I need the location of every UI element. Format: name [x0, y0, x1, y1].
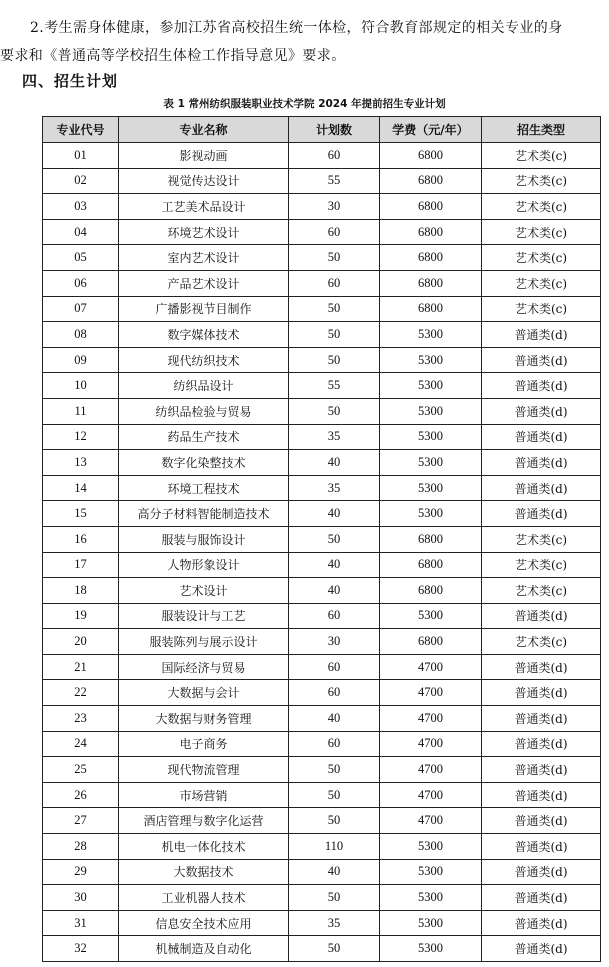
cell-major-code: 15 — [43, 501, 119, 527]
table-body — [43, 143, 601, 962]
cell-major-name: 纺织品设计 — [119, 373, 289, 399]
cell-tuition: 5300 — [380, 885, 482, 911]
cell-plan-count: 35 — [289, 910, 380, 936]
cell-tuition: 5300 — [380, 398, 482, 424]
cell-tuition: 6800 — [380, 143, 482, 169]
cell-enrollment-type: 普通类(d) — [482, 603, 601, 629]
cell-major-name: 广播影视节目制作 — [119, 296, 289, 322]
cell-major-name: 产品艺术设计 — [119, 270, 289, 296]
cell-tuition: 5300 — [380, 859, 482, 885]
cell-major-code: 09 — [43, 347, 119, 373]
cell-plan-count: 60 — [289, 731, 380, 757]
cell-major-code: 06 — [43, 270, 119, 296]
cell-tuition: 6800 — [380, 552, 482, 578]
cell-major-name: 国际经济与贸易 — [119, 654, 289, 680]
enrollment-plan-table — [42, 116, 601, 962]
cell-major-code: 18 — [43, 578, 119, 604]
cell-plan-count: 50 — [289, 245, 380, 271]
table-row — [43, 270, 601, 296]
cell-major-code: 28 — [43, 834, 119, 860]
cell-tuition: 4700 — [380, 680, 482, 706]
table-row — [43, 398, 601, 424]
section-heading: 四、招生计划 — [22, 72, 119, 90]
cell-plan-count: 50 — [289, 296, 380, 322]
cell-major-name: 视觉传达设计 — [119, 168, 289, 194]
cell-major-name: 现代物流管理 — [119, 757, 289, 783]
cell-major-name: 数字媒体技术 — [119, 322, 289, 348]
cell-enrollment-type: 艺术类(c) — [482, 143, 601, 169]
table-row — [43, 859, 601, 885]
cell-major-name: 信息安全技术应用 — [119, 910, 289, 936]
paragraph-line-2: 要求和《普通高等学校招生体检工作指导意见》要求。 — [0, 48, 346, 64]
cell-tuition: 5300 — [380, 373, 482, 399]
cell-major-code: 19 — [43, 603, 119, 629]
table-row — [43, 782, 601, 808]
cell-major-code: 30 — [43, 885, 119, 911]
cell-tuition: 4700 — [380, 782, 482, 808]
cell-major-code: 01 — [43, 143, 119, 169]
table-row — [43, 936, 601, 962]
cell-plan-count: 55 — [289, 168, 380, 194]
table-row — [43, 629, 601, 655]
table-row — [43, 424, 601, 450]
cell-major-code: 24 — [43, 731, 119, 757]
cell-enrollment-type: 普通类(d) — [482, 373, 601, 399]
cell-major-name: 电子商务 — [119, 731, 289, 757]
cell-plan-count: 60 — [289, 654, 380, 680]
cell-major-code: 03 — [43, 194, 119, 220]
cell-plan-count: 40 — [289, 450, 380, 476]
cell-enrollment-type: 普通类(d) — [482, 782, 601, 808]
cell-major-code: 31 — [43, 910, 119, 936]
cell-major-name: 数字化染整技术 — [119, 450, 289, 476]
header-major-code: 专业代号 — [43, 117, 119, 143]
table-row — [43, 143, 601, 169]
cell-major-code: 14 — [43, 475, 119, 501]
table-caption: 表 1 常州纺织服装职业技术学院 2024 年提前招生专业计划 — [163, 98, 446, 110]
cell-plan-count: 60 — [289, 270, 380, 296]
table-row — [43, 347, 601, 373]
table-row — [43, 501, 601, 527]
cell-major-code: 08 — [43, 322, 119, 348]
cell-major-name: 工业机器人技术 — [119, 885, 289, 911]
header-enrollment-type: 招生类型 — [482, 117, 601, 143]
cell-enrollment-type: 普通类(d) — [482, 885, 601, 911]
requirements-paragraph — [0, 14, 600, 70]
table-row — [43, 885, 601, 911]
cell-enrollment-type: 艺术类(c) — [482, 526, 601, 552]
cell-tuition: 6800 — [380, 578, 482, 604]
table-row — [43, 526, 601, 552]
table-row — [43, 296, 601, 322]
cell-plan-count: 50 — [289, 757, 380, 783]
cell-major-name: 机械制造及自动化 — [119, 936, 289, 962]
cell-tuition: 5300 — [380, 424, 482, 450]
cell-major-code: 32 — [43, 936, 119, 962]
table-header-row — [43, 117, 601, 143]
cell-plan-count: 60 — [289, 143, 380, 169]
cell-plan-count: 50 — [289, 782, 380, 808]
cell-plan-count: 50 — [289, 322, 380, 348]
cell-plan-count: 40 — [289, 552, 380, 578]
cell-enrollment-type: 普通类(d) — [482, 322, 601, 348]
cell-tuition: 5300 — [380, 936, 482, 962]
cell-tuition: 6800 — [380, 526, 482, 552]
cell-tuition: 5300 — [380, 347, 482, 373]
cell-major-name: 纺织品检验与贸易 — [119, 398, 289, 424]
cell-major-code: 07 — [43, 296, 119, 322]
cell-plan-count: 50 — [289, 398, 380, 424]
cell-major-code: 26 — [43, 782, 119, 808]
cell-tuition: 4700 — [380, 757, 482, 783]
cell-plan-count: 35 — [289, 475, 380, 501]
cell-plan-count: 35 — [289, 424, 380, 450]
cell-major-name: 工艺美术品设计 — [119, 194, 289, 220]
cell-major-code: 29 — [43, 859, 119, 885]
table-row — [43, 834, 601, 860]
table-row — [43, 168, 601, 194]
cell-plan-count: 30 — [289, 629, 380, 655]
cell-major-name: 药品生产技术 — [119, 424, 289, 450]
table-row — [43, 603, 601, 629]
cell-tuition: 5300 — [380, 910, 482, 936]
cell-plan-count: 40 — [289, 706, 380, 732]
cell-enrollment-type: 艺术类(c) — [482, 578, 601, 604]
cell-major-code: 20 — [43, 629, 119, 655]
cell-enrollment-type: 普通类(d) — [482, 859, 601, 885]
cell-major-name: 大数据与财务管理 — [119, 706, 289, 732]
cell-major-name: 机电一体化技术 — [119, 834, 289, 860]
cell-tuition: 5300 — [380, 322, 482, 348]
cell-major-code: 17 — [43, 552, 119, 578]
cell-enrollment-type: 普通类(d) — [482, 501, 601, 527]
cell-major-code: 25 — [43, 757, 119, 783]
cell-tuition: 6800 — [380, 168, 482, 194]
cell-tuition: 5300 — [380, 603, 482, 629]
cell-major-code: 10 — [43, 373, 119, 399]
cell-enrollment-type: 普通类(d) — [482, 757, 601, 783]
table-row — [43, 578, 601, 604]
cell-major-name: 服装陈列与展示设计 — [119, 629, 289, 655]
cell-enrollment-type: 艺术类(c) — [482, 552, 601, 578]
cell-plan-count: 50 — [289, 808, 380, 834]
table-row — [43, 475, 601, 501]
cell-major-name: 艺术设计 — [119, 578, 289, 604]
cell-enrollment-type: 普通类(d) — [482, 475, 601, 501]
table-row — [43, 757, 601, 783]
table-row — [43, 245, 601, 271]
cell-tuition: 6800 — [380, 270, 482, 296]
cell-enrollment-type: 普通类(d) — [482, 808, 601, 834]
table-row — [43, 450, 601, 476]
cell-major-name: 大数据技术 — [119, 859, 289, 885]
cell-plan-count: 30 — [289, 194, 380, 220]
cell-major-name: 室内艺术设计 — [119, 245, 289, 271]
cell-major-name: 环境工程技术 — [119, 475, 289, 501]
cell-enrollment-type: 艺术类(c) — [482, 270, 601, 296]
table-row — [43, 706, 601, 732]
cell-major-name: 市场营销 — [119, 782, 289, 808]
cell-enrollment-type: 艺术类(c) — [482, 629, 601, 655]
table-row — [43, 194, 601, 220]
cell-enrollment-type: 艺术类(c) — [482, 245, 601, 271]
cell-major-code: 23 — [43, 706, 119, 732]
table-row — [43, 654, 601, 680]
cell-major-name: 人物形象设计 — [119, 552, 289, 578]
cell-tuition: 6800 — [380, 629, 482, 655]
cell-plan-count: 50 — [289, 526, 380, 552]
cell-tuition: 6800 — [380, 296, 482, 322]
table-row — [43, 322, 601, 348]
cell-enrollment-type: 普通类(d) — [482, 834, 601, 860]
cell-major-code: 04 — [43, 219, 119, 245]
cell-plan-count: 40 — [289, 859, 380, 885]
cell-tuition: 6800 — [380, 219, 482, 245]
cell-major-name: 服装与服饰设计 — [119, 526, 289, 552]
cell-tuition: 4700 — [380, 731, 482, 757]
cell-major-name: 环境艺术设计 — [119, 219, 289, 245]
cell-enrollment-type: 艺术类(c) — [482, 219, 601, 245]
cell-enrollment-type: 艺术类(c) — [482, 296, 601, 322]
cell-plan-count: 50 — [289, 936, 380, 962]
cell-enrollment-type: 普通类(d) — [482, 654, 601, 680]
cell-major-code: 27 — [43, 808, 119, 834]
cell-major-code: 21 — [43, 654, 119, 680]
cell-tuition: 6800 — [380, 245, 482, 271]
cell-plan-count: 60 — [289, 219, 380, 245]
cell-major-code: 13 — [43, 450, 119, 476]
paragraph-line-1: 2.考生需身体健康，参加江苏省高校招生统一体检，符合教育部规定的相关专业的身 — [30, 20, 563, 36]
table-row — [43, 808, 601, 834]
cell-plan-count: 40 — [289, 578, 380, 604]
cell-plan-count: 50 — [289, 347, 380, 373]
cell-major-code: 16 — [43, 526, 119, 552]
cell-plan-count: 50 — [289, 885, 380, 911]
cell-plan-count: 40 — [289, 501, 380, 527]
table-row — [43, 552, 601, 578]
cell-plan-count: 55 — [289, 373, 380, 399]
header-major-name: 专业名称 — [119, 117, 289, 143]
cell-enrollment-type: 普通类(d) — [482, 398, 601, 424]
cell-major-name: 服装设计与工艺 — [119, 603, 289, 629]
cell-major-code: 05 — [43, 245, 119, 271]
cell-major-name: 高分子材料智能制造技术 — [119, 501, 289, 527]
cell-plan-count: 60 — [289, 680, 380, 706]
header-tuition: 学费（元/年） — [380, 117, 482, 143]
cell-enrollment-type: 普通类(d) — [482, 424, 601, 450]
cell-enrollment-type: 普通类(d) — [482, 706, 601, 732]
cell-tuition: 4700 — [380, 654, 482, 680]
cell-major-code: 12 — [43, 424, 119, 450]
table-row — [43, 219, 601, 245]
cell-enrollment-type: 普通类(d) — [482, 450, 601, 476]
table-row — [43, 910, 601, 936]
cell-tuition: 5300 — [380, 501, 482, 527]
cell-plan-count: 110 — [289, 834, 380, 860]
header-plan-count: 计划数 — [289, 117, 380, 143]
cell-major-name: 大数据与会计 — [119, 680, 289, 706]
cell-major-code: 11 — [43, 398, 119, 424]
cell-enrollment-type: 普通类(d) — [482, 731, 601, 757]
cell-tuition: 5300 — [380, 450, 482, 476]
cell-tuition: 4700 — [380, 706, 482, 732]
cell-tuition: 5300 — [380, 475, 482, 501]
table-row — [43, 680, 601, 706]
cell-enrollment-type: 艺术类(c) — [482, 168, 601, 194]
cell-enrollment-type: 普通类(d) — [482, 910, 601, 936]
cell-major-code: 02 — [43, 168, 119, 194]
cell-enrollment-type: 艺术类(c) — [482, 194, 601, 220]
cell-enrollment-type: 普通类(d) — [482, 936, 601, 962]
cell-major-name: 现代纺织技术 — [119, 347, 289, 373]
cell-tuition: 6800 — [380, 194, 482, 220]
table-row — [43, 731, 601, 757]
cell-enrollment-type: 普通类(d) — [482, 347, 601, 373]
cell-plan-count: 60 — [289, 603, 380, 629]
cell-tuition: 5300 — [380, 834, 482, 860]
table-row — [43, 373, 601, 399]
cell-enrollment-type: 普通类(d) — [482, 680, 601, 706]
cell-major-name: 酒店管理与数字化运营 — [119, 808, 289, 834]
cell-major-name: 影视动画 — [119, 143, 289, 169]
cell-major-code: 22 — [43, 680, 119, 706]
cell-tuition: 4700 — [380, 808, 482, 834]
